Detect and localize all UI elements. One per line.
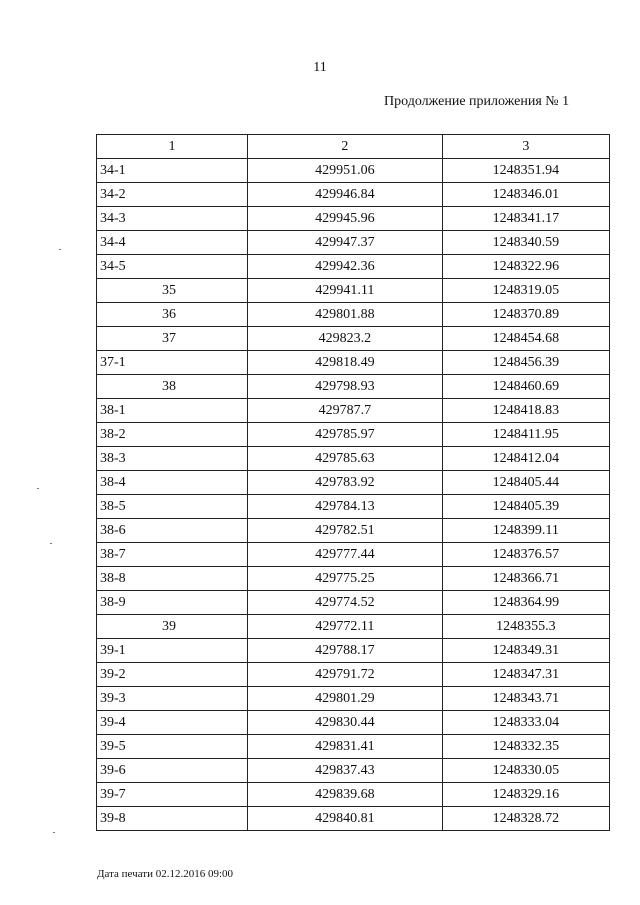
- point-cell: 34-4: [97, 231, 248, 255]
- point-label: 35: [162, 283, 176, 298]
- y-coordinate-cell: 1248328.72: [442, 807, 609, 831]
- table-row: [97, 255, 610, 279]
- x-coordinate-cell: 429798.93: [248, 375, 443, 399]
- y-coordinate-cell: 1248343.71: [442, 687, 609, 711]
- table-row: [97, 495, 610, 519]
- point-cell: 39-7: [97, 783, 248, 807]
- table-row: [97, 159, 610, 183]
- y-coordinate-cell: 1248349.31: [442, 639, 609, 663]
- x-coordinate-cell: 429801.88: [248, 303, 443, 327]
- x-coordinate-cell: 429784.13: [248, 495, 443, 519]
- column-header: 3: [442, 135, 609, 159]
- y-coordinate-cell: 1248454.68: [442, 327, 609, 351]
- scan-speck: [37, 488, 39, 489]
- x-coordinate-cell: 429788.17: [248, 639, 443, 663]
- point-cell: 39-8: [97, 807, 248, 831]
- table-row: [97, 303, 610, 327]
- point-label: 37: [162, 331, 176, 346]
- y-coordinate-cell: 1248347.31: [442, 663, 609, 687]
- table-row: [97, 783, 610, 807]
- x-coordinate-cell: 429831.41: [248, 735, 443, 759]
- scan-speck: [59, 249, 61, 250]
- x-coordinate-cell: 429791.72: [248, 663, 443, 687]
- table-row: [97, 807, 610, 831]
- x-coordinate-cell: 429782.51: [248, 519, 443, 543]
- table-row: [97, 279, 610, 303]
- column-header: 2: [248, 135, 443, 159]
- table-row: [97, 711, 610, 735]
- table-row: [97, 423, 610, 447]
- y-coordinate-cell: 1248399.11: [442, 519, 609, 543]
- x-coordinate-cell: 429783.92: [248, 471, 443, 495]
- y-coordinate-cell: 1248330.05: [442, 759, 609, 783]
- x-coordinate-cell: 429823.2: [248, 327, 443, 351]
- x-coordinate-cell: 429772.11: [248, 615, 443, 639]
- y-coordinate-cell: 1248418.83: [442, 399, 609, 423]
- x-coordinate-cell: 429840.81: [248, 807, 443, 831]
- point-cell: 39-5: [97, 735, 248, 759]
- coordinates-table: [96, 134, 610, 831]
- point-cell: 38-1: [97, 399, 248, 423]
- y-coordinate-cell: 1248341.17: [442, 207, 609, 231]
- table-row: [97, 207, 610, 231]
- table-row: [97, 615, 610, 639]
- x-coordinate-cell: 429946.84: [248, 183, 443, 207]
- table-row: [97, 543, 610, 567]
- point-cell: [97, 303, 248, 327]
- point-cell: 38-6: [97, 519, 248, 543]
- table-row: [97, 471, 610, 495]
- y-coordinate-cell: 1248364.99: [442, 591, 609, 615]
- table-row: [97, 399, 610, 423]
- x-coordinate-cell: 429942.36: [248, 255, 443, 279]
- table-row: [97, 591, 610, 615]
- y-coordinate-cell: 1248333.04: [442, 711, 609, 735]
- point-cell: 39-2: [97, 663, 248, 687]
- table-header-row: [97, 135, 610, 159]
- point-cell: 39-3: [97, 687, 248, 711]
- point-cell: 39-4: [97, 711, 248, 735]
- table-row: [97, 183, 610, 207]
- x-coordinate-cell: 429830.44: [248, 711, 443, 735]
- y-coordinate-cell: 1248405.39: [442, 495, 609, 519]
- x-coordinate-cell: 429945.96: [248, 207, 443, 231]
- y-coordinate-cell: 1248411.95: [442, 423, 609, 447]
- y-coordinate-cell: 1248329.16: [442, 783, 609, 807]
- continuation-title: Продолжение приложения № 1: [384, 94, 570, 109]
- column-header: 1: [97, 135, 248, 159]
- x-coordinate-cell: 429839.68: [248, 783, 443, 807]
- point-cell: 39-6: [97, 759, 248, 783]
- table-row: [97, 231, 610, 255]
- table-row: [97, 519, 610, 543]
- x-coordinate-cell: 429951.06: [248, 159, 443, 183]
- table-row: [97, 327, 610, 351]
- point-cell: 38-3: [97, 447, 248, 471]
- y-coordinate-cell: 1248340.59: [442, 231, 609, 255]
- point-cell: 34-2: [97, 183, 248, 207]
- point-cell: 34-5: [97, 255, 248, 279]
- point-cell: [97, 615, 248, 639]
- table-row: [97, 351, 610, 375]
- x-coordinate-cell: 429787.7: [248, 399, 443, 423]
- y-coordinate-cell: 1248370.89: [442, 303, 609, 327]
- y-coordinate-cell: 1248351.94: [442, 159, 609, 183]
- x-coordinate-cell: 429837.43: [248, 759, 443, 783]
- point-cell: 34-1: [97, 159, 248, 183]
- point-cell: 39-1: [97, 639, 248, 663]
- point-cell: 38-2: [97, 423, 248, 447]
- point-label: 36: [162, 307, 176, 322]
- point-label: 39: [162, 619, 176, 634]
- table-row: [97, 375, 610, 399]
- y-coordinate-cell: 1248355.3: [442, 615, 609, 639]
- y-coordinate-cell: 1248456.39: [442, 351, 609, 375]
- table-row: [97, 687, 610, 711]
- y-coordinate-cell: 1248332.35: [442, 735, 609, 759]
- scan-speck: [53, 832, 55, 833]
- point-cell: 38-5: [97, 495, 248, 519]
- x-coordinate-cell: 429941.11: [248, 279, 443, 303]
- print-date: Дата печати 02.12.2016 09:00: [97, 868, 234, 880]
- point-cell: 38-4: [97, 471, 248, 495]
- point-cell: [97, 375, 248, 399]
- x-coordinate-cell: 429785.63: [248, 447, 443, 471]
- point-cell: 38-9: [97, 591, 248, 615]
- table-row: [97, 735, 610, 759]
- point-cell: [97, 279, 248, 303]
- x-coordinate-cell: 429785.97: [248, 423, 443, 447]
- point-cell: [97, 327, 248, 351]
- y-coordinate-cell: 1248319.05: [442, 279, 609, 303]
- point-cell: 38-7: [97, 543, 248, 567]
- x-coordinate-cell: 429947.37: [248, 231, 443, 255]
- point-cell: 34-3: [97, 207, 248, 231]
- y-coordinate-cell: 1248412.04: [442, 447, 609, 471]
- x-coordinate-cell: 429775.25: [248, 567, 443, 591]
- y-coordinate-cell: 1248460.69: [442, 375, 609, 399]
- y-coordinate-cell: 1248346.01: [442, 183, 609, 207]
- table-row: [97, 759, 610, 783]
- y-coordinate-cell: 1248322.96: [442, 255, 609, 279]
- table-row: [97, 447, 610, 471]
- page-number: 11: [313, 60, 327, 75]
- x-coordinate-cell: 429818.49: [248, 351, 443, 375]
- x-coordinate-cell: 429777.44: [248, 543, 443, 567]
- table-row: [97, 663, 610, 687]
- scan-speck: [50, 543, 52, 544]
- y-coordinate-cell: 1248376.57: [442, 543, 609, 567]
- point-cell: 37-1: [97, 351, 248, 375]
- x-coordinate-cell: 429774.52: [248, 591, 443, 615]
- point-label: 38: [162, 379, 176, 394]
- y-coordinate-cell: 1248405.44: [442, 471, 609, 495]
- x-coordinate-cell: 429801.29: [248, 687, 443, 711]
- point-cell: 38-8: [97, 567, 248, 591]
- y-coordinate-cell: 1248366.71: [442, 567, 609, 591]
- table-row: [97, 567, 610, 591]
- table-row: [97, 639, 610, 663]
